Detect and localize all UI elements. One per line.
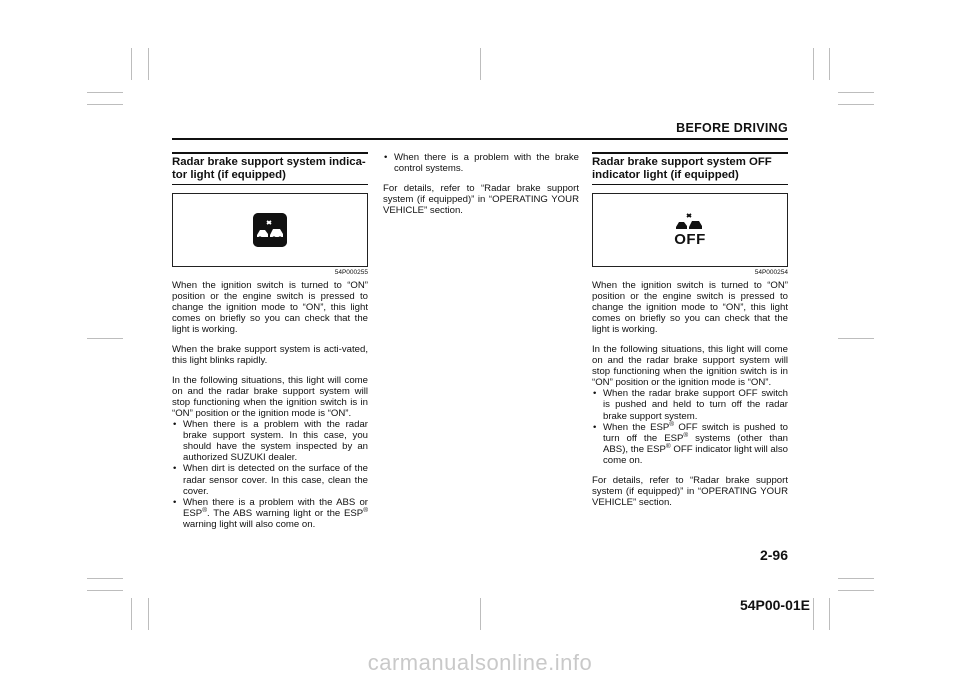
list-item: • When there is a problem with the brake control systems. bbox=[383, 152, 579, 174]
registered-mark: ® bbox=[669, 420, 675, 428]
list-item bbox=[592, 422, 788, 466]
list-item-text: systems (other than ABS), the ESP bbox=[603, 432, 788, 455]
paragraph: For details, refer to “Radar brake support system (if equipped)” in “OPERATING YOUR VEHICLE” section. bbox=[383, 182, 579, 216]
crop-mark bbox=[813, 598, 814, 630]
left-column bbox=[172, 152, 368, 538]
list-item-text: OFF switch is pushed to turn off the ESP bbox=[603, 421, 788, 444]
crop-mark bbox=[480, 598, 481, 630]
crop-mark bbox=[838, 104, 874, 105]
crop-mark bbox=[87, 104, 123, 105]
header-rule bbox=[172, 138, 788, 140]
registered-mark: ® bbox=[665, 442, 671, 450]
crop-mark bbox=[838, 338, 874, 339]
list-item-text: . The ABS warning light or the ESP bbox=[207, 507, 364, 519]
radar-brake-indicator-icon bbox=[253, 213, 287, 247]
crop-mark bbox=[813, 48, 814, 80]
crop-mark bbox=[480, 48, 481, 80]
paragraph: When the ignition switch is turned to “ON” position or the engine switch is pressed to change the ignition mode to “ON”, this light comes on briefly so you can check that the light is working. bbox=[592, 280, 788, 336]
crop-mark bbox=[838, 92, 874, 93]
indicator-figure bbox=[172, 193, 368, 267]
running-header: BEFORE DRIVING bbox=[676, 121, 788, 135]
page-number: 2-96 bbox=[759, 547, 788, 563]
bullet-list bbox=[592, 388, 788, 466]
figure-code: 54P000255 bbox=[334, 269, 368, 276]
crop-mark bbox=[838, 590, 874, 591]
section-title-off-indicator: Radar brake support system OFF indicator light (if equipped) bbox=[592, 152, 788, 185]
crop-mark bbox=[148, 598, 149, 630]
crop-mark bbox=[87, 92, 123, 93]
watermark: carmanualsonline.info bbox=[367, 650, 593, 675]
off-label: OFF bbox=[674, 231, 706, 248]
paragraph: In the following situations, this light will come on and the radar brake support system will stop functioning when the ignition switch is in “ON” position or the ignition mode is “ON”. bbox=[172, 374, 368, 419]
bullet-list bbox=[383, 152, 579, 174]
paragraph: When the ignition switch is turned to “ON” position or the engine switch is pressed to change the ignition mode to “ON”, this light comes on briefly so you can check that the light is working. bbox=[172, 280, 368, 336]
list-item-text: When there is a problem with the ABS or ESP bbox=[183, 496, 368, 519]
list-item: • When there is a problem with the radar brake support system. In this case, you should have the system inspected by an authorized SUZUKI dealer. bbox=[172, 419, 368, 463]
right-column bbox=[592, 152, 788, 516]
registered-mark: ® bbox=[202, 506, 207, 514]
paragraph: For details, refer to “Radar brake support system (if equipped)” in “OPERATING YOUR VEHICLE” section. bbox=[592, 474, 788, 508]
paragraph: In the following situations, this light will come on and the radar brake support system will stop functioning when the ignition switch is in “ON” position or the ignition mode is “ON”. bbox=[592, 343, 788, 389]
registered-mark: ® bbox=[683, 431, 689, 439]
list-item: • When the radar brake support OFF switch is pushed and held to turn off the radar brake support system. bbox=[592, 388, 788, 421]
bullet-list bbox=[172, 419, 368, 530]
paragraph: When the brake support system is acti-vated, this light blinks rapidly. bbox=[172, 343, 368, 367]
figure-code: 54P000254 bbox=[754, 269, 788, 276]
crop-mark bbox=[131, 598, 132, 630]
crop-mark bbox=[87, 578, 123, 579]
section-title-indicator: Radar brake support system indica-tor light (if equipped) bbox=[172, 152, 368, 185]
crop-mark bbox=[87, 338, 123, 339]
document-code: 54P00-01E bbox=[739, 597, 810, 613]
crop-mark bbox=[131, 48, 132, 80]
crop-mark bbox=[87, 590, 123, 591]
off-indicator-figure bbox=[592, 193, 788, 267]
crop-mark bbox=[838, 578, 874, 579]
middle-column bbox=[383, 152, 579, 224]
crop-mark bbox=[148, 48, 149, 80]
crop-mark bbox=[829, 598, 830, 630]
crop-mark bbox=[829, 48, 830, 80]
list-item-text: warning light will also come on. bbox=[183, 518, 316, 530]
list-item bbox=[172, 497, 368, 530]
list-item-text: When the ESP bbox=[603, 421, 670, 433]
list-item-text: OFF indicator light will also come on. bbox=[603, 443, 789, 466]
off-indicator-graphic bbox=[673, 213, 707, 247]
registered-mark: ® bbox=[363, 506, 368, 514]
radar-brake-off-icon bbox=[673, 213, 707, 231]
list-item: • When dirt is detected on the surface of the radar sensor cover. In this case, clean the cover. bbox=[172, 463, 368, 496]
